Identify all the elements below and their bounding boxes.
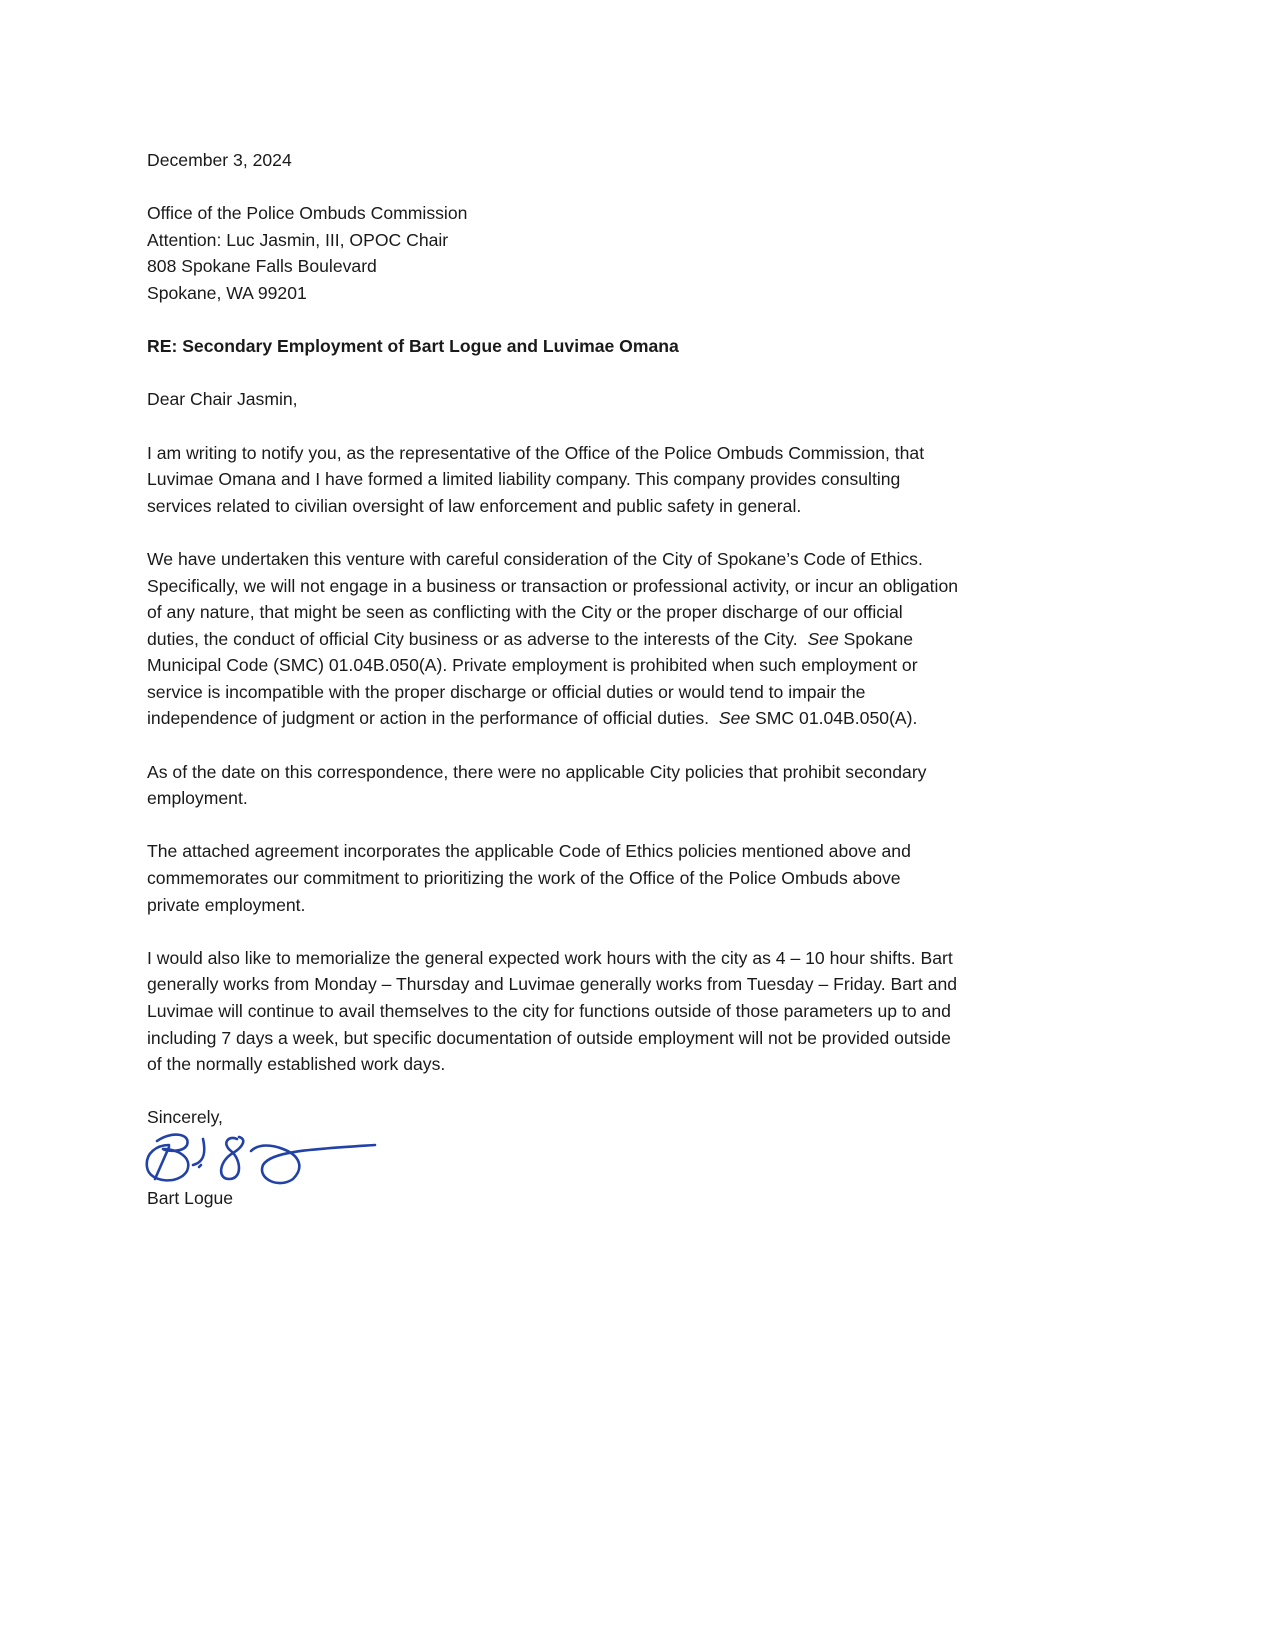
text-line: Luvimae will continue to avail themselves to the city for functions outside of those parameters up to and — [147, 1001, 951, 1021]
text-line: commemorates our commitment to prioritizing the work of the Office of the Police Ombuds above — [147, 868, 901, 889]
paragraph-2 — [147, 546, 1147, 732]
address-line: Spokane, WA 99201 — [147, 282, 307, 303]
text: Spokane — [838, 628, 914, 649]
text-line: Specifically, we will not engage in a business or transaction or professional activity, or incur an obligation — [147, 575, 959, 596]
paragraph-1 — [147, 440, 1147, 520]
recipient-address — [147, 200, 1147, 306]
text-line: I am writing to notify you, as the representative of the Office of the Police Ombuds Commission, that — [147, 442, 925, 463]
text-line: As of the date on this correspondence, there were no applicable City policies that prohibit secondary — [147, 761, 927, 782]
text-line: Municipal Code (SMC) 01.04B.050(A). Private employment is prohibited when such employment or — [147, 655, 918, 676]
text-line: generally works from Monday – Thursday and Luvimae generally works from Tuesday – Friday. Bart and — [147, 974, 958, 995]
address-line: 808 Spokane Falls Boulevard — [147, 256, 377, 277]
text-line: private employment. — [147, 894, 306, 915]
text: SMC 01.04B.050(A). — [750, 708, 918, 729]
subject-line: RE: Secondary Employment of Bart Logue and Luvimae Omana — [147, 336, 679, 357]
handwritten-signature — [143, 1127, 383, 1187]
paragraph-5 — [147, 945, 1147, 1078]
salutation: Dear Chair Jasmin, — [147, 389, 298, 410]
text-line: of the normally established work days. — [147, 1054, 446, 1075]
text-line — [147, 705, 1147, 732]
letter — [147, 147, 1147, 1212]
text-line — [147, 626, 1147, 653]
address-line: Office of the Police Ombuds Commission — [147, 203, 468, 224]
paragraph-4 — [147, 838, 1147, 918]
text-line: Luvimae Omana and I have formed a limited liability company. This company provides consulting — [147, 469, 901, 490]
text: independence of judgment or action in the performance of official duties. — [147, 708, 719, 729]
signer-name: Bart Logue — [147, 1187, 234, 1208]
text-line: services related to civilian oversight of law enforcement and public safety in general. — [147, 495, 802, 516]
address-line: Attention: Luc Jasmin, III, OPOC Chair — [147, 229, 449, 250]
text-line: We have undertaken this venture with careful consideration of the City of Spokane’s Code of Ethics. — [147, 548, 923, 569]
text-line: including 7 days a week, but specific documentation of outside employment will not be provided outside — [147, 1027, 951, 1048]
letter-date: December 3, 2024 — [147, 150, 292, 170]
text-line: The attached agreement incorporates the applicable Code of Ethics policies mentioned above and — [147, 841, 911, 862]
citation-signal: See — [718, 708, 751, 729]
text-line: service is incompatible with the proper discharge or official duties or would tend to impair the — [147, 681, 866, 702]
citation-signal: See — [807, 628, 839, 649]
text: duties, the conduct of official City business or as adverse to the interests of the City. — [147, 628, 808, 649]
text-line: I would also like to memorialize the general expected work hours with the city as 4 – 10 hour shifts. Bart — [147, 947, 953, 968]
paragraph-3 — [147, 759, 1147, 812]
text-line: employment. — [147, 788, 248, 809]
closing: Sincerely, — [147, 1107, 223, 1128]
text-line: of any nature, that might be seen as conflicting with the City or the proper discharge of our official — [147, 602, 903, 623]
